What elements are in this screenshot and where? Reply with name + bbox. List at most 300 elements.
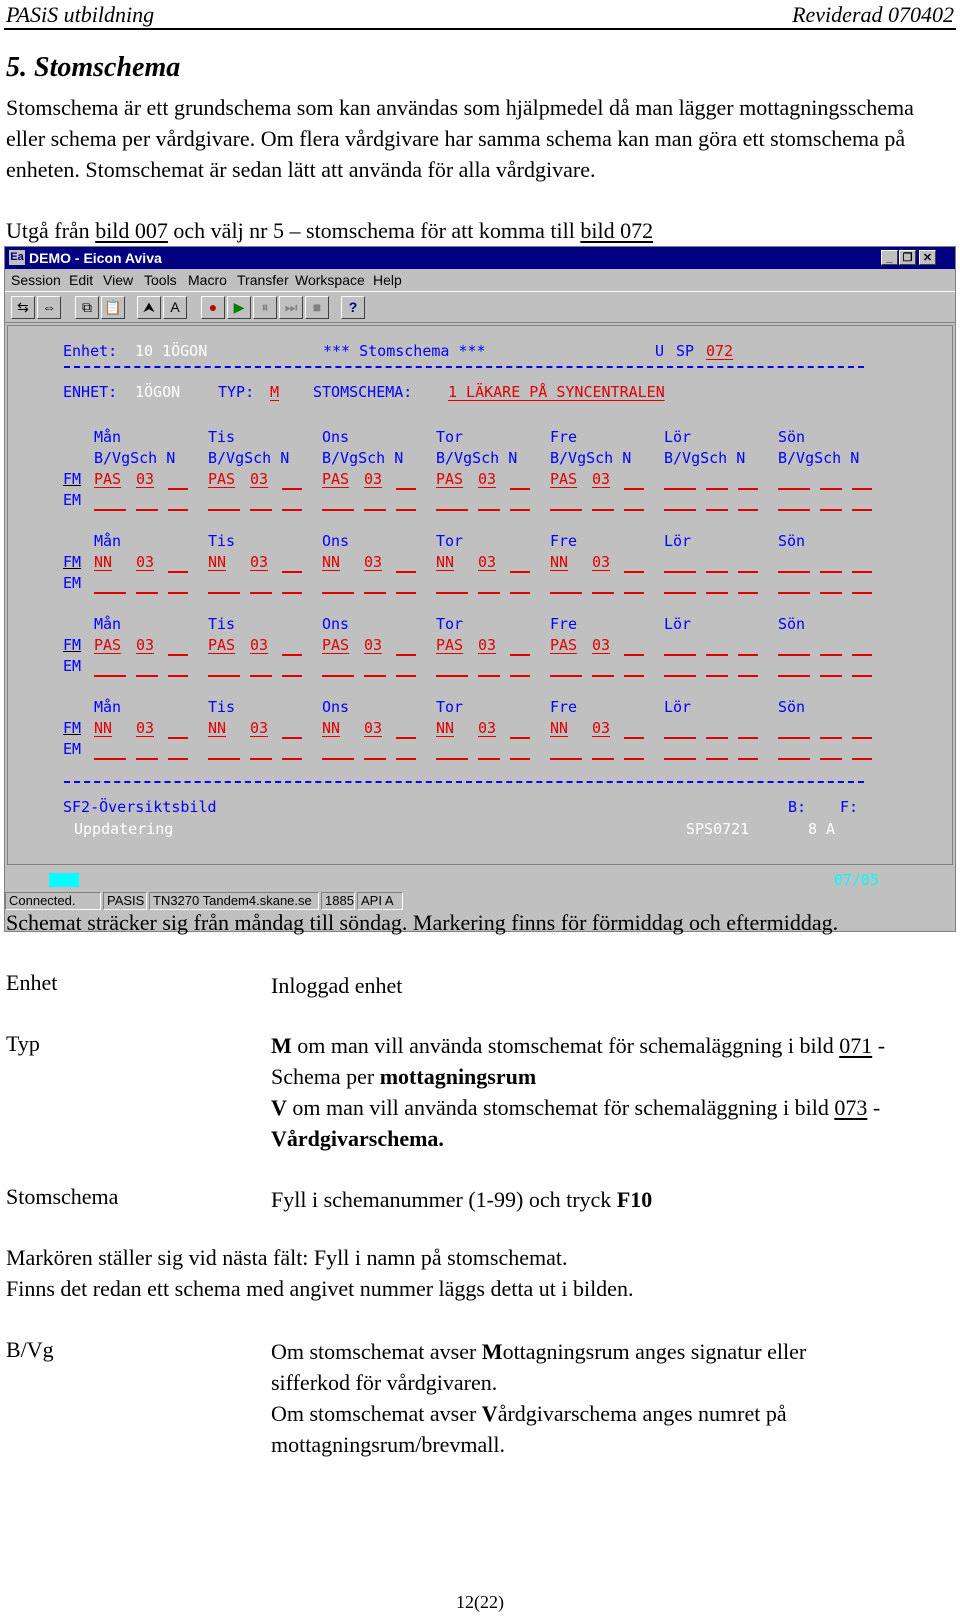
- footer-key[interactable]: SF2-Översiktsbild: [63, 798, 217, 816]
- em-vgsch-field[interactable]: [592, 758, 614, 760]
- em-n-field[interactable]: [738, 758, 758, 760]
- fm-vgsch-field[interactable]: 03: [250, 470, 269, 488]
- fm-bvg-field[interactable]: [778, 654, 810, 656]
- fm-vgsch-field[interactable]: 03: [136, 553, 155, 571]
- lead-text-a: Utgå från: [6, 218, 96, 243]
- em-vgsch-field[interactable]: [364, 592, 386, 594]
- em-vgsch-field[interactable]: [250, 675, 272, 677]
- fm-bvg-field[interactable]: NN: [208, 719, 227, 737]
- fm-vgsch-field[interactable]: 03: [478, 719, 497, 737]
- fm-vgsch-field[interactable]: 03: [250, 636, 269, 654]
- day-label: Fre: [550, 615, 578, 633]
- fm-bvg-field[interactable]: NN: [322, 553, 341, 571]
- term-typ: Typ: [6, 1031, 40, 1056]
- em-n-field[interactable]: [738, 675, 758, 677]
- em-bvg-field[interactable]: [778, 758, 810, 760]
- em-bvg-field[interactable]: [550, 592, 582, 594]
- fm-vgsch-field[interactable]: 03: [250, 719, 269, 737]
- em-bvg-field[interactable]: [94, 758, 126, 760]
- em-vgsch-field[interactable]: [706, 509, 728, 511]
- fm-vgsch-field[interactable]: 03: [136, 470, 155, 488]
- column-header: B/VgSch N: [550, 449, 632, 467]
- menu-macro[interactable]: Macro: [188, 272, 227, 288]
- em-vgsch-field[interactable]: [136, 675, 158, 677]
- sp-label: SP: [676, 342, 695, 360]
- column-header: B/VgSch N: [208, 449, 290, 467]
- bvg-line2a: Om stomschemat avser: [271, 1401, 482, 1426]
- stomschema-label: STOMSCHEMA:: [313, 383, 413, 401]
- em-vgsch-field[interactable]: [592, 592, 614, 594]
- em-n-field[interactable]: [852, 509, 872, 511]
- em-bvg-field[interactable]: [550, 675, 582, 677]
- em-vgsch-field[interactable]: [706, 592, 728, 594]
- app-icon: Ea: [10, 251, 24, 263]
- em-n-field[interactable]: [168, 509, 188, 511]
- bvg-line2c: årdgivarschema anges numret på mottagningsrum/brevmall.: [271, 1401, 787, 1457]
- em-bvg-field[interactable]: [664, 592, 696, 594]
- status-bar: [5, 891, 955, 911]
- fm-marker: FM: [63, 636, 82, 654]
- typ-v-text2: -: [867, 1095, 881, 1120]
- em-bvg-field[interactable]: [208, 509, 240, 511]
- font-large-icon[interactable]: A: [163, 296, 187, 319]
- em-vgsch-field[interactable]: [136, 592, 158, 594]
- fm-n-field[interactable]: [396, 737, 416, 739]
- pause-icon[interactable]: ⏸: [253, 296, 277, 319]
- term-enhet: Enhet: [6, 970, 58, 995]
- em-vgsch-field[interactable]: [364, 509, 386, 511]
- em-n-field[interactable]: [282, 758, 302, 760]
- fm-n-field[interactable]: [282, 571, 302, 573]
- window-titlebar[interactable]: [5, 247, 955, 269]
- fm-n-field[interactable]: [738, 488, 758, 490]
- play-icon[interactable]: ▶: [227, 296, 251, 319]
- fm-bvg-field[interactable]: [778, 488, 810, 490]
- em-n-field[interactable]: [396, 758, 416, 760]
- fm-bvg-field[interactable]: PAS: [550, 470, 578, 488]
- day-label: Fre: [550, 428, 578, 446]
- section-title: 5. Stomschema: [6, 52, 181, 83]
- fm-n-field[interactable]: [624, 737, 644, 739]
- day-label: Tis: [208, 615, 236, 633]
- fm-n-field[interactable]: [282, 737, 302, 739]
- fm-vgsch-field[interactable]: 03: [592, 636, 611, 654]
- em-bvg-field[interactable]: [550, 758, 582, 760]
- fm-n-field[interactable]: [396, 654, 416, 656]
- separator-bottom: [64, 781, 864, 793]
- fm-bvg-field[interactable]: NN: [436, 553, 455, 571]
- terminal-screen: [7, 325, 953, 865]
- day-label: Mån: [94, 698, 122, 716]
- em-n-field[interactable]: [282, 509, 302, 511]
- fm-vgsch-field[interactable]: 03: [364, 470, 383, 488]
- day-label: Ons: [322, 615, 350, 633]
- fm-vgsch-field[interactable]: [820, 488, 842, 490]
- fm-bvg-field[interactable]: PAS: [208, 636, 236, 654]
- status-port: 1885: [321, 892, 355, 910]
- day-label: Ons: [322, 698, 350, 716]
- link-bild-007[interactable]: bild 007: [95, 218, 168, 243]
- day-label: Tor: [436, 698, 464, 716]
- header-right: Reviderad 070402: [792, 2, 954, 27]
- day-label: Sön: [778, 698, 806, 716]
- fm-n-field[interactable]: [168, 571, 188, 573]
- day-label: Tor: [436, 428, 464, 446]
- copy-icon[interactable]: ⧉: [75, 296, 99, 319]
- em-vgsch-field[interactable]: [136, 758, 158, 760]
- em-n-field[interactable]: [624, 758, 644, 760]
- day-label: Tis: [208, 428, 236, 446]
- em-n-field[interactable]: [396, 592, 416, 594]
- fm-n-field[interactable]: [624, 488, 644, 490]
- fm-n-field[interactable]: [510, 737, 530, 739]
- program-id: SPS0721: [686, 820, 750, 838]
- fm-bvg-field[interactable]: NN: [322, 719, 341, 737]
- day-label: Ons: [322, 532, 350, 550]
- menu-help[interactable]: Help: [373, 272, 402, 288]
- status-api: API A: [357, 892, 403, 910]
- em-n-field[interactable]: [852, 758, 872, 760]
- fm-vgsch-field[interactable]: 03: [250, 553, 269, 571]
- day-label: Tis: [208, 532, 236, 550]
- restore-button[interactable]: ❐: [899, 250, 916, 265]
- day-label: Tor: [436, 615, 464, 633]
- page-header: [4, 0, 956, 30]
- fm-n-field[interactable]: [510, 488, 530, 490]
- fm-vgsch-field[interactable]: 03: [478, 470, 497, 488]
- em-bvg-field[interactable]: [94, 509, 126, 511]
- em-bvg-field[interactable]: [778, 592, 810, 594]
- fm-vgsch-field[interactable]: 03: [478, 553, 497, 571]
- cursor-note-2: Finns det redan ett schema med angivet nummer läggs detta ut i bilden.: [6, 1276, 634, 1301]
- day-label: Mån: [94, 428, 122, 446]
- fm-vgsch-field[interactable]: 03: [478, 636, 497, 654]
- em-n-field[interactable]: [624, 592, 644, 594]
- em-vgsch-field[interactable]: [478, 675, 500, 677]
- sp-value[interactable]: 072: [706, 342, 734, 360]
- f-label: F:: [840, 798, 859, 816]
- term-bvg: B/Vg: [6, 1337, 54, 1362]
- font-small-icon[interactable]: ⮝: [137, 296, 161, 319]
- day-label: Lör: [664, 532, 692, 550]
- fm-bvg-field[interactable]: PAS: [436, 470, 464, 488]
- em-bvg-field[interactable]: [436, 758, 468, 760]
- day-label: Mån: [94, 532, 122, 550]
- em-n-field[interactable]: [852, 592, 872, 594]
- em-vgsch-field[interactable]: [478, 758, 500, 760]
- fm-vgsch-field[interactable]: [820, 737, 842, 739]
- typ-v-text: om man vill använda stomschemat för schemaläggning i bild: [286, 1095, 835, 1120]
- em-n-field[interactable]: [510, 758, 530, 760]
- em-bvg-field[interactable]: [208, 675, 240, 677]
- em-vgsch-field[interactable]: [364, 675, 386, 677]
- em-marker: EM: [63, 574, 82, 592]
- em-bvg-field[interactable]: [94, 592, 126, 594]
- em-bvg-field[interactable]: [550, 509, 582, 511]
- fm-vgsch-field[interactable]: [706, 654, 728, 656]
- def-typ: [271, 1030, 911, 1154]
- em-vgsch-field[interactable]: [478, 592, 500, 594]
- fm-marker: FM: [63, 470, 82, 488]
- em-n-field[interactable]: [738, 509, 758, 511]
- u-indicator: U: [655, 342, 665, 360]
- fm-bvg-field[interactable]: [664, 488, 696, 490]
- em-vgsch-field[interactable]: [478, 509, 500, 511]
- fm-n-field[interactable]: [168, 654, 188, 656]
- em-bvg-field[interactable]: [664, 675, 696, 677]
- em-bvg-field[interactable]: [664, 758, 696, 760]
- em-bvg-field[interactable]: [436, 592, 468, 594]
- day-label: Ons: [322, 428, 350, 446]
- em-vgsch-field[interactable]: [250, 592, 272, 594]
- fm-vgsch-field[interactable]: 03: [136, 636, 155, 654]
- fm-n-field[interactable]: [852, 737, 872, 739]
- em-n-field[interactable]: [624, 509, 644, 511]
- record-icon[interactable]: ●: [201, 296, 225, 319]
- page-number: 12(22): [456, 1592, 504, 1612]
- bvg-line2b: V: [481, 1401, 498, 1426]
- em-n-field[interactable]: [396, 675, 416, 677]
- fm-vgsch-field[interactable]: [706, 488, 728, 490]
- fm-n-field[interactable]: [510, 654, 530, 656]
- menu-view[interactable]: View: [103, 272, 134, 288]
- em-vgsch-field[interactable]: [820, 509, 842, 511]
- fm-n-field[interactable]: [852, 488, 872, 490]
- em-vgsch-field[interactable]: [250, 758, 272, 760]
- window-title: DEMO - Eicon Aviva: [29, 250, 162, 266]
- enhet-value: 10 1ÖGON: [135, 342, 208, 360]
- help-icon[interactable]: ?: [341, 296, 365, 319]
- enhet-label: Enhet:: [63, 342, 118, 360]
- cursor-position: 07/05: [833, 871, 879, 889]
- em-vgsch-field[interactable]: [820, 675, 842, 677]
- em-n-field[interactable]: [282, 592, 302, 594]
- fm-n-field[interactable]: [282, 488, 302, 490]
- em-bvg-field[interactable]: [436, 675, 468, 677]
- connect-icon[interactable]: ⇆: [11, 296, 35, 319]
- cursor-indicator: [49, 873, 79, 887]
- close-button[interactable]: ✕: [919, 250, 936, 265]
- fm-bvg-field[interactable]: NN: [94, 719, 113, 737]
- stomschema-def-text: Fyll i schemanummer (1-99) och tryck: [271, 1187, 617, 1212]
- fm-bvg-field[interactable]: PAS: [322, 470, 350, 488]
- fm-n-field[interactable]: [510, 571, 530, 573]
- b-label: B:: [788, 798, 807, 816]
- em-marker: EM: [63, 491, 82, 509]
- fm-bvg-field[interactable]: PAS: [94, 470, 122, 488]
- menu-session[interactable]: Session: [11, 272, 61, 288]
- column-header: B/VgSch N: [322, 449, 404, 467]
- fm-n-field[interactable]: [396, 571, 416, 573]
- header-left: PASiS utbildning: [6, 2, 155, 27]
- def-stomschema: [271, 1184, 911, 1215]
- em-n-field[interactable]: [168, 758, 188, 760]
- status-connected: Connected.: [5, 892, 101, 910]
- fm-n-field[interactable]: [738, 571, 758, 573]
- fm-vgsch-field[interactable]: 03: [364, 553, 383, 571]
- em-vgsch-field[interactable]: [820, 758, 842, 760]
- fm-n-field[interactable]: [852, 654, 872, 656]
- em-bvg-field[interactable]: [208, 592, 240, 594]
- fm-n-field[interactable]: [168, 488, 188, 490]
- em-n-field[interactable]: [624, 675, 644, 677]
- column-header: B/VgSch N: [778, 449, 860, 467]
- em-bvg-field[interactable]: [436, 509, 468, 511]
- lead-paragraph: [6, 218, 653, 244]
- em-n-field[interactable]: [168, 592, 188, 594]
- status-code: 8 A: [808, 820, 836, 838]
- typ-m-bold: mottagningsrum: [379, 1064, 537, 1089]
- fm-bvg-field[interactable]: [664, 654, 696, 656]
- em-bvg-field[interactable]: [208, 758, 240, 760]
- fm-n-field[interactable]: [624, 571, 644, 573]
- fm-bvg-field[interactable]: PAS: [94, 636, 122, 654]
- stop-icon[interactable]: ■: [305, 296, 329, 319]
- fm-bvg-field[interactable]: PAS: [208, 470, 236, 488]
- em-bvg-field[interactable]: [322, 509, 354, 511]
- minimize-button[interactable]: _: [881, 250, 898, 265]
- em-bvg-field[interactable]: [322, 758, 354, 760]
- em-vgsch-field[interactable]: [706, 758, 728, 760]
- fm-vgsch-field[interactable]: 03: [592, 470, 611, 488]
- fm-bvg-field[interactable]: [778, 571, 810, 573]
- fm-n-field[interactable]: [738, 737, 758, 739]
- fm-vgsch-field[interactable]: [706, 737, 728, 739]
- em-n-field[interactable]: [396, 509, 416, 511]
- typ-m-text2: - Schema per: [271, 1033, 886, 1089]
- em-bvg-field[interactable]: [322, 675, 354, 677]
- intro-paragraph: Stomschema är ett grundschema som kan användas som hjälpmedel då man lägger mottagningsschema eller schema per vårdgivare. Om flera vårdgivare har samma schema kan man göra ett stomschema på enheten. Stomschemat är sedan lätt att använda för alla vårdgivare.: [6, 95, 914, 182]
- fm-bvg-field[interactable]: NN: [550, 719, 569, 737]
- fm-bvg-field[interactable]: NN: [550, 553, 569, 571]
- fm-bvg-field[interactable]: NN: [436, 719, 455, 737]
- typ-label: TYP:: [218, 383, 255, 401]
- typ-m-key: M: [271, 1033, 292, 1058]
- em-vgsch-field[interactable]: [364, 758, 386, 760]
- fm-vgsch-field[interactable]: [820, 654, 842, 656]
- em-n-field[interactable]: [510, 509, 530, 511]
- menu-tools[interactable]: Tools: [144, 272, 177, 288]
- disconnect-icon[interactable]: ⇔: [37, 296, 61, 319]
- fm-bvg-field[interactable]: [664, 737, 696, 739]
- day-label: Sön: [778, 428, 806, 446]
- fm-bvg-field[interactable]: [778, 737, 810, 739]
- fm-vgsch-field[interactable]: 03: [364, 636, 383, 654]
- link-bild-071[interactable]: 071: [839, 1033, 873, 1058]
- fm-vgsch-field[interactable]: 03: [592, 553, 611, 571]
- fm-bvg-field[interactable]: [664, 571, 696, 573]
- fm-n-field[interactable]: [396, 488, 416, 490]
- def-bvg: [271, 1336, 831, 1460]
- fm-n-field[interactable]: [738, 654, 758, 656]
- menu-transfer[interactable]: Transfer: [237, 272, 289, 288]
- fm-bvg-field[interactable]: PAS: [322, 636, 350, 654]
- screen-title: *** Stomschema ***: [323, 342, 486, 360]
- column-header: B/VgSch N: [436, 449, 518, 467]
- day-label: Fre: [550, 532, 578, 550]
- fm-bvg-field[interactable]: PAS: [436, 636, 464, 654]
- fm-n-field[interactable]: [282, 654, 302, 656]
- fm-marker: FM: [63, 553, 82, 571]
- menu-bar: [5, 269, 955, 291]
- separator-top: [64, 366, 864, 378]
- em-n-field[interactable]: [510, 675, 530, 677]
- def-enhet: Inloggad enhet: [271, 973, 403, 998]
- day-label: Tis: [208, 698, 236, 716]
- em-vgsch-field[interactable]: [136, 509, 158, 511]
- menu-edit[interactable]: Edit: [69, 272, 94, 288]
- em-vgsch-field[interactable]: [820, 592, 842, 594]
- status-session: PASIS: [103, 892, 147, 910]
- em-n-field[interactable]: [510, 592, 530, 594]
- schema-note: Schemat sträcker sig från måndag till söndag. Markering finns för förmiddag och eftermiddag.: [6, 910, 839, 935]
- menu-workspace[interactable]: Workspace: [295, 272, 365, 288]
- fm-bvg-field[interactable]: NN: [94, 553, 113, 571]
- bvg-line1b: M: [481, 1339, 503, 1364]
- em-vgsch-field[interactable]: [706, 675, 728, 677]
- lead-text-b: och välj nr 5 – stomschema för att komma till: [167, 218, 581, 243]
- fm-n-field[interactable]: [168, 737, 188, 739]
- link-bild-072[interactable]: bild 072: [580, 218, 654, 243]
- fm-vgsch-field[interactable]: 03: [136, 719, 155, 737]
- paste-icon[interactable]: 📋: [101, 296, 125, 319]
- em-n-field[interactable]: [168, 675, 188, 677]
- stomschema-key: F10: [616, 1187, 653, 1212]
- column-header: B/VgSch N: [94, 449, 176, 467]
- link-bild-073[interactable]: 073: [834, 1095, 868, 1120]
- status-host: TN3270 Tandem4.skane.se: [149, 892, 319, 910]
- em-bvg-field[interactable]: [778, 675, 810, 677]
- oia-bar: [5, 869, 955, 891]
- fm-vgsch-field[interactable]: [706, 571, 728, 573]
- fm-marker: FM: [63, 719, 82, 737]
- day-label: Lör: [664, 615, 692, 633]
- step-icon[interactable]: ⏭: [279, 296, 303, 319]
- bvg-line1c: ottagningsrum anges signatur eller sifferkod för vårdgivaren.: [271, 1339, 807, 1395]
- column-header: B/VgSch N: [664, 449, 746, 467]
- typ-field[interactable]: M: [270, 383, 280, 401]
- fm-n-field[interactable]: [852, 571, 872, 573]
- day-label: Tor: [436, 532, 464, 550]
- emulator-window: [4, 246, 956, 932]
- day-label: Fre: [550, 698, 578, 716]
- em-vgsch-field[interactable]: [250, 509, 272, 511]
- bvg-line1a: Om stomschemat avser: [271, 1339, 482, 1364]
- fm-vgsch-field[interactable]: 03: [364, 719, 383, 737]
- fm-n-field[interactable]: [624, 654, 644, 656]
- term-stomschema: Stomschema: [6, 1184, 119, 1209]
- typ-m-text: om man vill använda stomschemat för schemaläggning i bild: [291, 1033, 840, 1058]
- fm-vgsch-field[interactable]: 03: [592, 719, 611, 737]
- em-vgsch-field[interactable]: [592, 675, 614, 677]
- em-bvg-field[interactable]: [322, 592, 354, 594]
- em-n-field[interactable]: [852, 675, 872, 677]
- enhet2-value: 1ÖGON: [135, 383, 181, 401]
- fm-vgsch-field[interactable]: [820, 571, 842, 573]
- em-bvg-field[interactable]: [94, 675, 126, 677]
- stomschema-field[interactable]: 1 LÄKARE PÅ SYNCENTRALEN: [448, 383, 665, 401]
- em-n-field[interactable]: [282, 675, 302, 677]
- day-label: Mån: [94, 615, 122, 633]
- toolbar: [5, 291, 955, 323]
- fm-bvg-field[interactable]: NN: [208, 553, 227, 571]
- em-n-field[interactable]: [738, 592, 758, 594]
- em-vgsch-field[interactable]: [592, 509, 614, 511]
- em-bvg-field[interactable]: [778, 509, 810, 511]
- day-label: Lör: [664, 698, 692, 716]
- fm-bvg-field[interactable]: PAS: [550, 636, 578, 654]
- em-bvg-field[interactable]: [664, 509, 696, 511]
